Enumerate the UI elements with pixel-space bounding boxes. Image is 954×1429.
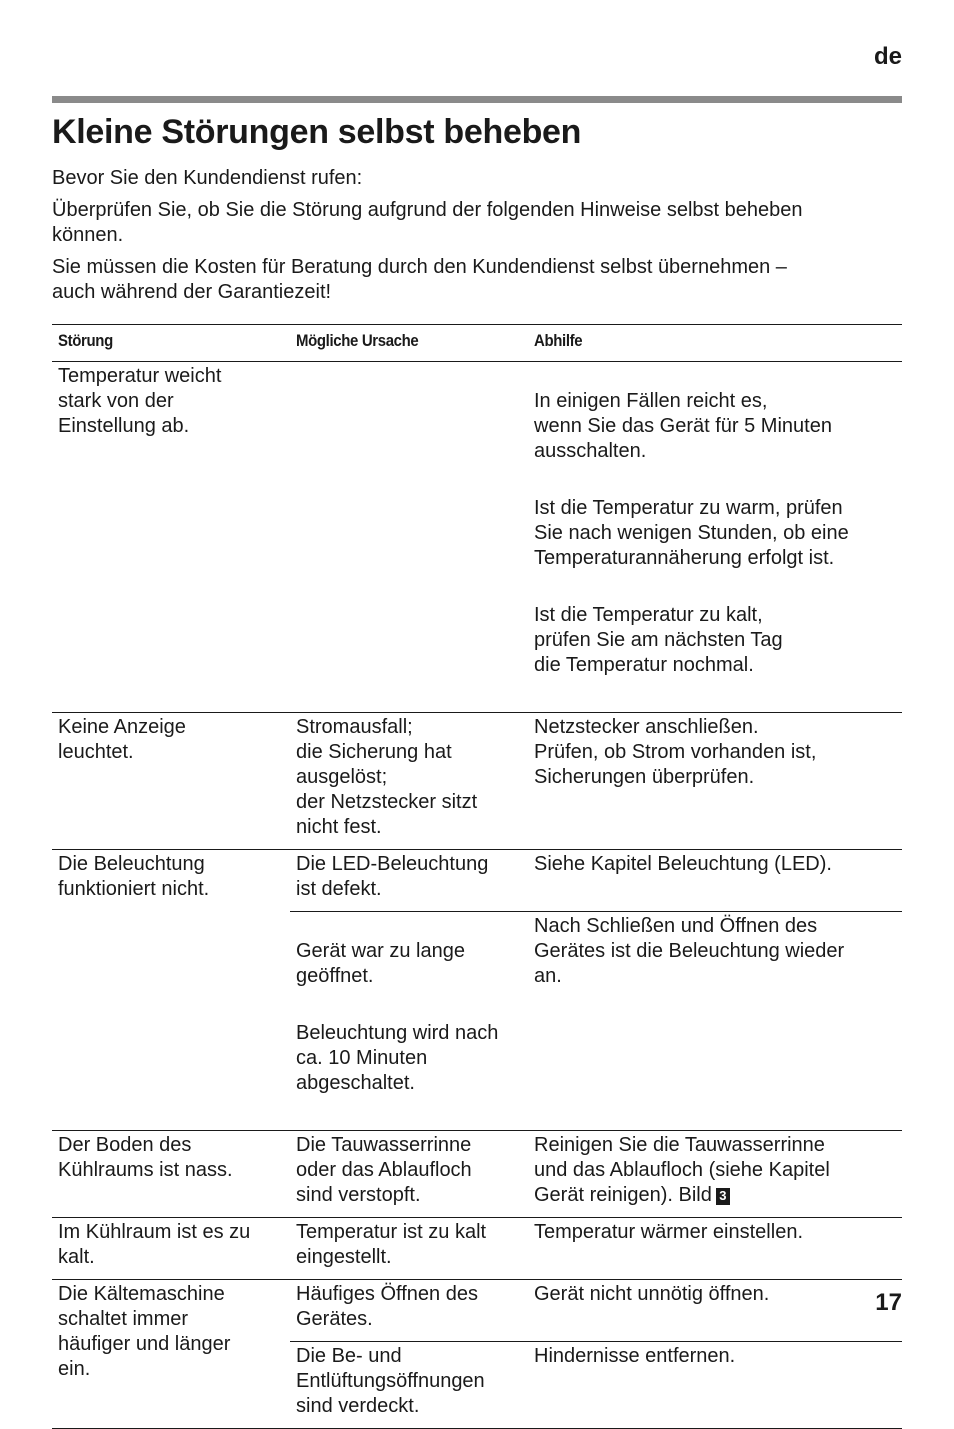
intro-section — [52, 166, 902, 312]
column-header-cause: Mögliche Ursache — [290, 325, 528, 362]
table-row — [52, 1218, 902, 1280]
column-header-remedy: Abhilfe — [528, 325, 902, 362]
remedy-paragraph: Ist die Temperatur zu kalt, prüfen Sie am nächsten Tag die Temperatur nochmal. — [534, 604, 783, 676]
remedy-cell — [528, 362, 902, 713]
table-row — [52, 1280, 902, 1342]
table-header-row — [52, 325, 902, 362]
remedy-cell: Nach Schließen und Öffnen des Gerätes ist die Beleuchtung wieder an. — [528, 912, 902, 1131]
remedy-cell: Hindernisse entfernen. — [528, 1342, 902, 1429]
remedy-paragraph: In einigen Fällen reicht es, wenn Sie das Gerät für 5 Minuten ausschalten. — [534, 390, 832, 462]
table-row — [52, 713, 902, 850]
cause-paragraph: Gerät war zu lange geöffnet. — [296, 940, 465, 987]
problem-cell: Die Beleuchtung funktioniert nicht. — [52, 850, 290, 1131]
column-header-problem: Störung — [52, 325, 290, 362]
remedy-cell: Gerät nicht unnötig öffnen. — [528, 1280, 902, 1342]
remedy-cell — [528, 1131, 902, 1218]
problem-cell: Keine Anzeige leuchtet. — [52, 713, 290, 850]
cause-cell: Die Tauwasserrinne oder das Ablaufloch sind verstopft. — [290, 1131, 528, 1218]
problem-cell: Temperatur weicht stark von der Einstellung ab. — [52, 362, 290, 713]
remedy-paragraph: Ist die Temperatur zu warm, prüfen Sie nach wenigen Stunden, ob eine Temperaturannäherung erfolgt ist. — [534, 497, 849, 569]
intro-paragraph: Überprüfen Sie, ob Sie die Störung aufgrund der folgenden Hinweise selbst beheben können. — [52, 199, 803, 246]
page-title: Kleine Störungen selbst beheben — [52, 113, 582, 151]
cause-cell — [290, 912, 528, 1131]
cause-cell: Die Be- und Entlüftungsöffnungen sind verdeckt. — [290, 1342, 528, 1429]
problem-cell: Die Kältemaschine schaltet immer häufiger und länger ein. — [52, 1280, 290, 1429]
problem-cell: Im Kühlraum ist es zu kalt. — [52, 1218, 290, 1280]
intro-paragraph: Sie müssen die Kosten für Beratung durch den Kundendienst selbst übernehmen – auch während der Garantiezeit! — [52, 256, 787, 303]
cause-paragraph: Beleuchtung wird nach ca. 10 Minuten abgeschaltet. — [296, 1022, 499, 1094]
figure-reference-badge: 3 — [716, 1188, 730, 1205]
table-row — [52, 362, 902, 713]
remedy-cell: Temperatur wärmer einstellen. — [528, 1218, 902, 1280]
problem-cell: Der Boden des Kühlraums ist nass. — [52, 1131, 290, 1218]
remedy-cell: Netzstecker anschließen. Prüfen, ob Strom vorhanden ist, Sicherungen überprüfen. — [528, 713, 902, 850]
troubleshooting-table — [52, 324, 902, 1429]
remedy-cell: Siehe Kapitel Beleuchtung (LED). — [528, 850, 902, 912]
cause-cell: Stromausfall; die Sicherung hat ausgelöst; der Netzstecker sitzt nicht fest. — [290, 713, 528, 850]
header-rule — [52, 96, 902, 103]
remedy-text: Reinigen Sie die Tauwasserrinne und das Ablaufloch (siehe Kapitel Gerät reinigen). Bild — [534, 1134, 830, 1206]
table-row — [52, 850, 902, 912]
intro-paragraph: Bevor Sie den Kundendienst rufen: — [52, 167, 363, 189]
cause-cell: Häufiges Öffnen des Gerätes. — [290, 1280, 528, 1342]
cause-cell: Die LED-Beleuchtung ist defekt. — [290, 850, 528, 912]
page-number: 17 — [875, 1289, 902, 1316]
language-code: de — [873, 43, 902, 70]
cause-cell — [290, 362, 528, 713]
table-row — [52, 1131, 902, 1218]
cause-cell: Temperatur ist zu kalt eingestellt. — [290, 1218, 528, 1280]
